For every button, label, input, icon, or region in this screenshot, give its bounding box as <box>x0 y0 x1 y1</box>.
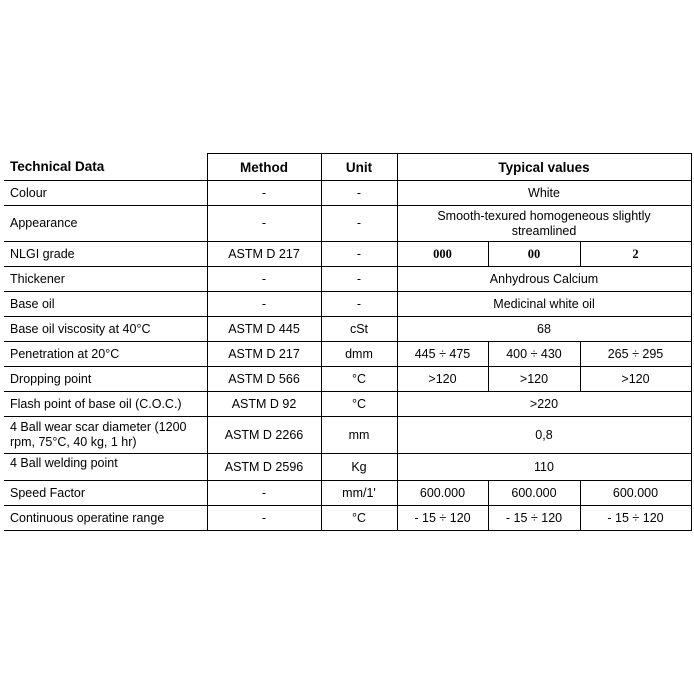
row-value: 68 <box>397 317 691 342</box>
row-label: Continuous operatine range <box>4 506 207 531</box>
row-unit: - <box>321 206 397 242</box>
row-value: White <box>397 181 691 206</box>
table-row <box>4 317 691 342</box>
row-unit: - <box>321 242 397 267</box>
row-label: Base oil viscosity at 40°C <box>4 317 207 342</box>
row-value-grade-1: 445 ÷ 475 <box>397 342 488 367</box>
row-unit: mm <box>321 417 397 454</box>
row-method: ASTM D 2596 <box>207 454 321 481</box>
row-method: ASTM D 445 <box>207 317 321 342</box>
row-value-grade-3: 600.000 <box>580 481 691 506</box>
row-label: Colour <box>4 181 207 206</box>
table-row <box>4 342 691 367</box>
table-row <box>4 417 691 454</box>
row-value-grade-3: 2 <box>580 242 691 267</box>
row-label: Appearance <box>4 206 207 242</box>
header-row <box>4 154 691 181</box>
row-unit: °C <box>321 392 397 417</box>
row-unit: - <box>321 267 397 292</box>
row-value-grade-2: 00 <box>488 242 580 267</box>
header-method: Method <box>207 154 321 181</box>
row-label: Base oil <box>4 292 207 317</box>
header-technical-data: Technical Data <box>4 154 207 181</box>
row-method: ASTM D 217 <box>207 242 321 267</box>
row-unit: Kg <box>321 454 397 481</box>
table-row <box>4 481 691 506</box>
table-row <box>4 454 691 481</box>
table-row <box>4 392 691 417</box>
table-row <box>4 206 691 242</box>
row-value: 110 <box>397 454 691 481</box>
table-row <box>4 181 691 206</box>
row-unit: °C <box>321 367 397 392</box>
row-value: >220 <box>397 392 691 417</box>
row-label: Speed Factor <box>4 481 207 506</box>
row-value: Medicinal white oil <box>397 292 691 317</box>
row-method: ASTM D 92 <box>207 392 321 417</box>
table-row <box>4 267 691 292</box>
header-unit: Unit <box>321 154 397 181</box>
table-row <box>4 367 691 392</box>
row-label: Penetration at 20°C <box>4 342 207 367</box>
row-value-grade-1: - 15 ÷ 120 <box>397 506 488 531</box>
row-value: 0,8 <box>397 417 691 454</box>
row-value: Smooth-texured homogeneous slightly streamlined <box>397 206 691 242</box>
row-unit: - <box>321 292 397 317</box>
technical-data-table <box>4 153 692 531</box>
row-label: 4 Ball welding point <box>4 454 207 481</box>
row-value-grade-3: >120 <box>580 367 691 392</box>
row-value-grade-2: >120 <box>488 367 580 392</box>
row-label: Dropping point <box>4 367 207 392</box>
row-method: - <box>207 267 321 292</box>
row-method: - <box>207 181 321 206</box>
row-unit: mm/1' <box>321 481 397 506</box>
header-typical-values: Typical values <box>397 154 691 181</box>
row-unit: - <box>321 181 397 206</box>
table-row <box>4 506 691 531</box>
row-unit: °C <box>321 506 397 531</box>
row-method: ASTM D 217 <box>207 342 321 367</box>
row-label: NLGI grade <box>4 242 207 267</box>
row-label: Flash point of base oil (C.O.C.) <box>4 392 207 417</box>
row-value-grade-2: - 15 ÷ 120 <box>488 506 580 531</box>
row-method: ASTM D 2266 <box>207 417 321 454</box>
row-method: - <box>207 481 321 506</box>
row-value-grade-3: 265 ÷ 295 <box>580 342 691 367</box>
row-label: 4 Ball wear scar diameter (1200 rpm, 75°C, 40 kg, 1 hr) <box>4 417 207 454</box>
row-value-grade-2: 600.000 <box>488 481 580 506</box>
row-method: - <box>207 506 321 531</box>
row-unit: cSt <box>321 317 397 342</box>
row-method: - <box>207 292 321 317</box>
row-value-grade-1: 600.000 <box>397 481 488 506</box>
row-unit: dmm <box>321 342 397 367</box>
row-value-grade-1: 000 <box>397 242 488 267</box>
row-method: - <box>207 206 321 242</box>
table-row <box>4 242 691 267</box>
row-label: Thickener <box>4 267 207 292</box>
row-method: ASTM D 566 <box>207 367 321 392</box>
row-value-grade-3: - 15 ÷ 120 <box>580 506 691 531</box>
row-value-grade-2: 400 ÷ 430 <box>488 342 580 367</box>
row-value: Anhydrous Calcium <box>397 267 691 292</box>
row-value-grade-1: >120 <box>397 367 488 392</box>
table-row <box>4 292 691 317</box>
